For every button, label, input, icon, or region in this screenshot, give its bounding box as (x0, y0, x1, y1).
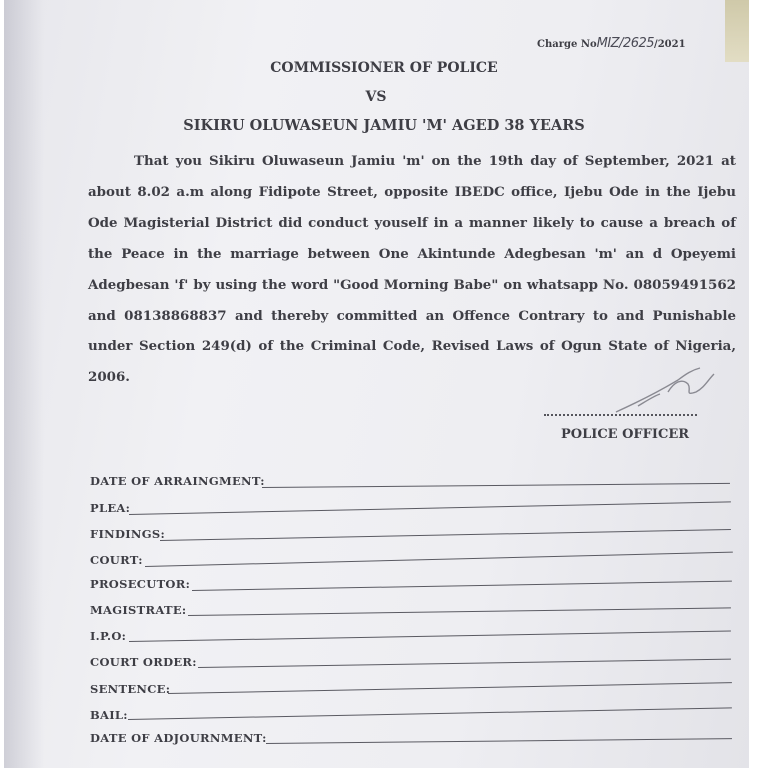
field-plea: PLEA: (90, 501, 131, 515)
field-line (129, 501, 731, 515)
field-line (129, 630, 731, 642)
field-line (192, 581, 732, 591)
field-court: COURT: (90, 553, 143, 567)
field-line (262, 483, 730, 488)
versus-label: VS (365, 89, 387, 105)
field-court-order: COURT ORDER: (90, 655, 197, 669)
field-line (168, 682, 732, 694)
field-line (198, 659, 731, 668)
field-date-of-arraignment: DATE OF ARRAINGMENT: (90, 474, 265, 488)
field-prosecutor: PROSECUTOR: (90, 577, 191, 591)
charge-handwritten-number: MIZ/2625 (596, 36, 655, 51)
field-sentence: SENTENCE: (90, 682, 171, 696)
field-line (160, 529, 731, 541)
complainant-title: COMMISSIONER OF POLICE (270, 60, 498, 76)
charge-label: Charge No (537, 39, 597, 50)
defendant-title: SIKIRU OLUWASEUN JAMIU 'M' AGED 38 YEARS (183, 117, 585, 134)
charge-sheet-page (4, 0, 749, 768)
field-line (145, 552, 733, 567)
charge-paragraph: That you Sikiru Oluwaseun Jamiu 'm' on the 19th day of September, 2021 at about 8.02 a.m along Fidipote Street, opposite IBEDC office, Ijebu Ode in the Ijebu Ode Magisterial District did conduct youself in a manner likely to cause a breach of the Peace in the marriage between One Akintunde Adegbesan 'm' an d Opeyemi Adegbesan 'f' by using the word "Good Morning Babe" on whatsapp No. 08059491562 and 08138868837 and thereby committed an Offence Contrary to and Punishable under Section 249(d) of the Criminal Code, Revised Laws of Ogun State of Nigeria, 2006. (88, 153, 736, 386)
field-bail: BAIL: (90, 708, 128, 722)
field-line (188, 607, 731, 616)
field-ipo: I.P.O: (90, 629, 127, 643)
field-magistrate: MAGISTRATE: (90, 603, 187, 617)
officer-role: POLICE OFFICER (561, 427, 690, 442)
court-form-fields (4, 0, 749, 768)
field-line (128, 707, 732, 720)
field-date-of-adjournment: DATE OF ADJOURNMENT: (90, 731, 267, 745)
field-line (266, 738, 732, 744)
field-findings: FINDINGS: (90, 527, 165, 541)
charge-year: /2021 (654, 39, 686, 50)
